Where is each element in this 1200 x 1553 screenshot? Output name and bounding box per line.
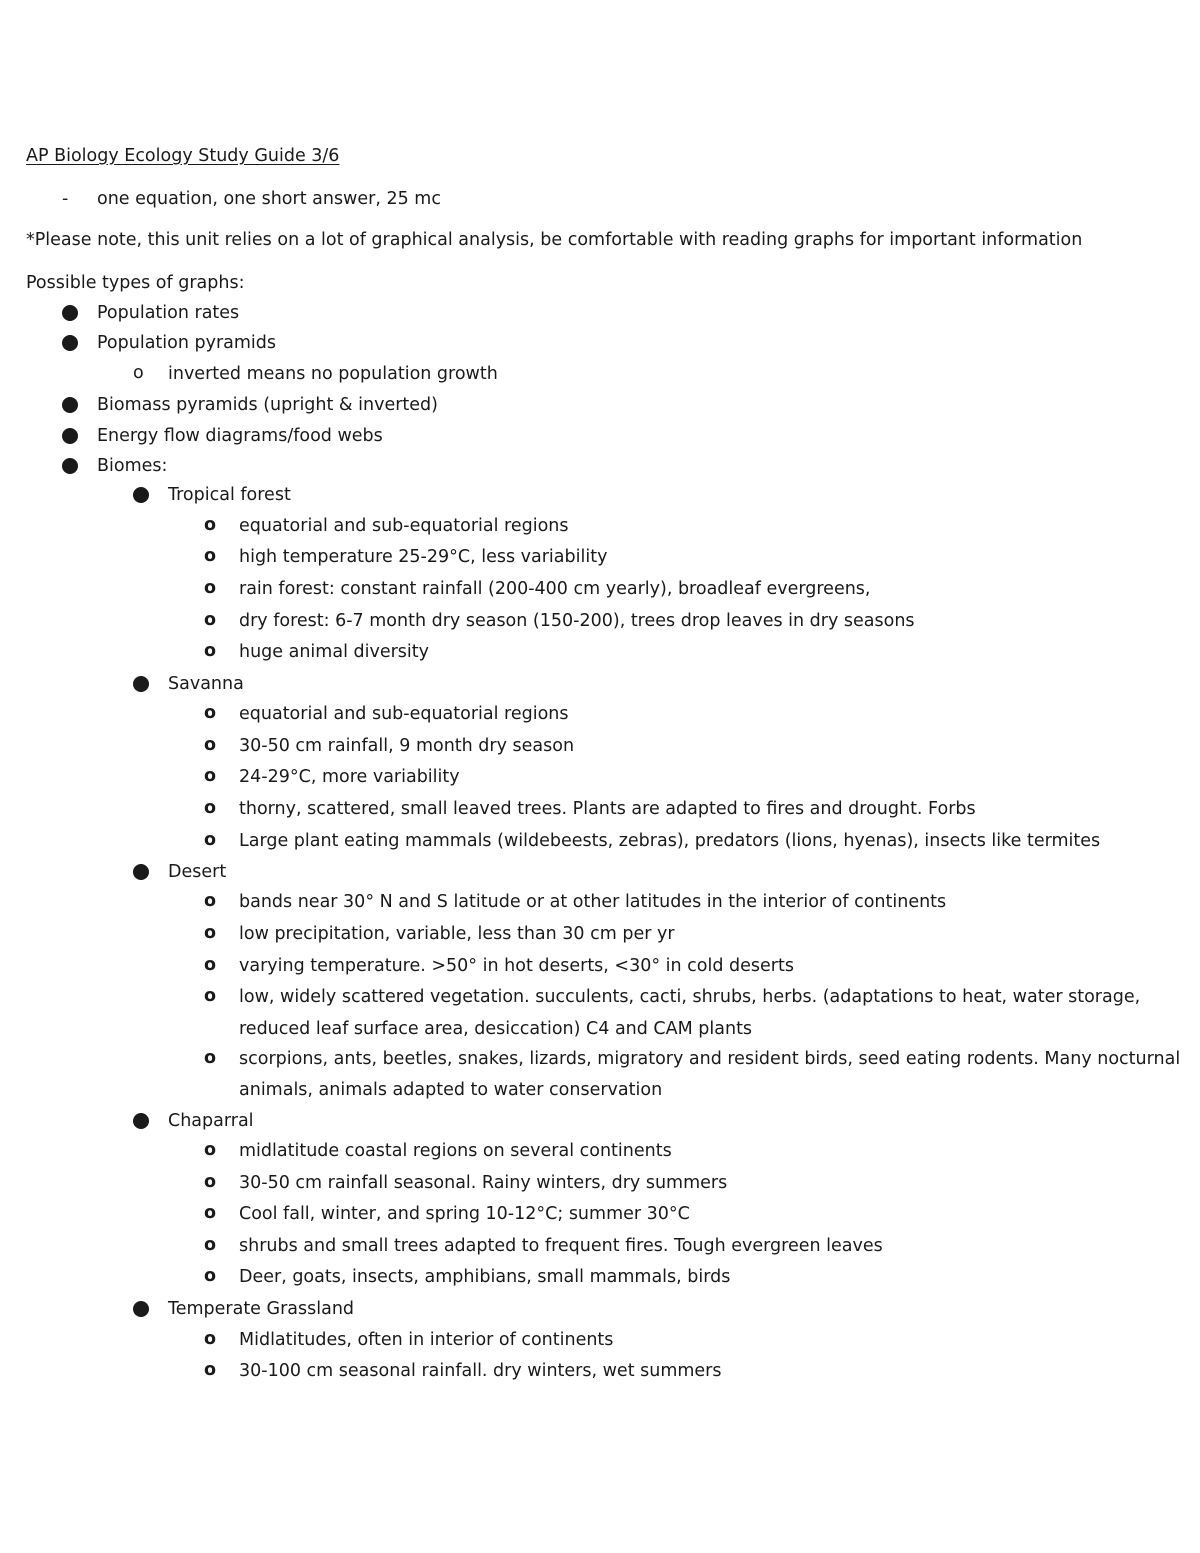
bullet-icon [133,1301,149,1317]
biome-point-text: varying temperature. >50° in hot deserts, <30° in cold deserts [239,956,794,976]
bullet-icon [133,864,149,880]
biome-point-text: midlatitude coastal regions on several continents [239,1141,672,1161]
biome-point-text: 30-100 cm seasonal rainfall. dry winters, wet summers [239,1361,722,1381]
circle-bullet-icon: o [204,923,217,943]
biome-point-text: thorny, scattered, small leaved trees. Plants are adapted to fires and drought. Forbs [239,799,976,819]
biome-name: Tropical forest [168,485,291,505]
circle-bullet-icon: o [204,986,217,1006]
circle-bullet-icon: o [204,735,217,755]
biome-point-text: 24-29°C, more variability [239,767,460,787]
circle-bullet-icon: o [204,1203,217,1223]
biome-point-text: high temperature 25-29°C, less variability [239,547,608,567]
circle-bullet-icon: o [204,610,217,630]
biome-point-text: Deer, goats, insects, amphibians, small mammals, birds [239,1267,731,1287]
circle-bullet-icon: o [204,1360,217,1380]
list-item-text: Population rates [97,303,240,323]
list-item-text: Biomass pyramids (upright & inverted) [97,395,438,415]
circle-bullet-icon: o [204,1140,217,1160]
biome-point-text: low, widely scattered vegetation. succulents, cacti, shrubs, herbs. (adaptations to heat, water storage, [239,987,1141,1007]
circle-bullet-icon: o [204,578,217,598]
list-item-text: Biomes: [97,456,168,476]
list-item-text: Population pyramids [97,333,277,353]
biome-point-text: reduced leaf surface area, desiccation) C4 and CAM plants [239,1019,753,1039]
circle-bullet-icon: o [204,955,217,975]
biome-point-text: dry forest: 6-7 month dry season (150-200), trees drop leaves in dry seasons [239,611,915,631]
circle-bullet-icon: o [204,798,217,818]
biome-point-text: Midlatitudes, often in interior of continents [239,1330,614,1350]
biome-point-text: Large plant eating mammals (wildebeests, zebras), predators (lions, hyenas), insects like termites [239,831,1101,851]
bullet-icon [133,676,149,692]
biome-point-text: 30-50 cm rainfall seasonal. Rainy winters, dry summers [239,1173,728,1193]
biome-point-text: equatorial and sub-equatorial regions [239,704,569,724]
biome-point-text: equatorial and sub-equatorial regions [239,516,569,536]
note-text: *Please note, this unit relies on a lot of graphical analysis, be comfortable with reading graphs for important information [26,230,1083,250]
bullet-icon [133,1113,149,1129]
biome-point-text: bands near 30° N and S latitude or at other latitudes in the interior of continents [239,892,947,912]
circle-bullet-icon: o [204,1048,217,1068]
circle-bullet-icon: o [204,891,217,911]
circle-bullet-icon: o [204,703,217,723]
circle-bullet-icon: o [204,546,217,566]
biome-name: Chaparral [168,1111,254,1131]
bullet-icon [62,335,78,351]
biome-name: Temperate Grassland [168,1299,355,1319]
biome-name: Desert [168,862,227,882]
circle-bullet-icon: o [204,830,217,850]
biome-point-text: scorpions, ants, beetles, snakes, lizards, migratory and resident birds, seed eating rodents. Many nocturnal [239,1049,1181,1069]
circle-bullet-icon: o [204,1172,217,1192]
sub-list-item-text: inverted means no population growth [168,364,498,384]
circle-bullet-icon: o [204,1266,217,1286]
biome-point-text: huge animal diversity [239,642,429,662]
bullet-icon [133,487,149,503]
bullet-icon [62,428,78,444]
circle-bullet-icon: o [204,641,217,661]
document-title: AP Biology Ecology Study Guide 3/6 [26,146,340,166]
biome-name: Savanna [168,674,244,694]
biome-point-text: low precipitation, variable, less than 30 cm per yr [239,924,675,944]
biome-point-text: animals, animals adapted to water conservation [239,1080,663,1100]
graphs-heading: Possible types of graphs: [26,273,245,293]
biome-point-text: rain forest: constant rainfall (200-400 cm yearly), broadleaf evergreens, [239,579,871,599]
format-text: one equation, one short answer, 25 mc [97,189,441,209]
circle-bullet-icon: o [204,1235,217,1255]
circle-bullet-icon: o [204,1329,217,1349]
dash-marker: - [62,189,69,209]
biome-point-text: shrubs and small trees adapted to frequent fires. Tough evergreen leaves [239,1236,883,1256]
circle-bullet-icon: o [133,363,144,383]
biome-point-text: Cool fall, winter, and spring 10-12°C; summer 30°C [239,1204,690,1224]
circle-bullet-icon: o [204,766,217,786]
circle-bullet-icon: o [204,515,217,535]
list-item-text: Energy flow diagrams/food webs [97,426,383,446]
bullet-icon [62,458,78,474]
bullet-icon [62,397,78,413]
bullet-icon [62,305,78,321]
biome-point-text: 30-50 cm rainfall, 9 month dry season [239,736,575,756]
